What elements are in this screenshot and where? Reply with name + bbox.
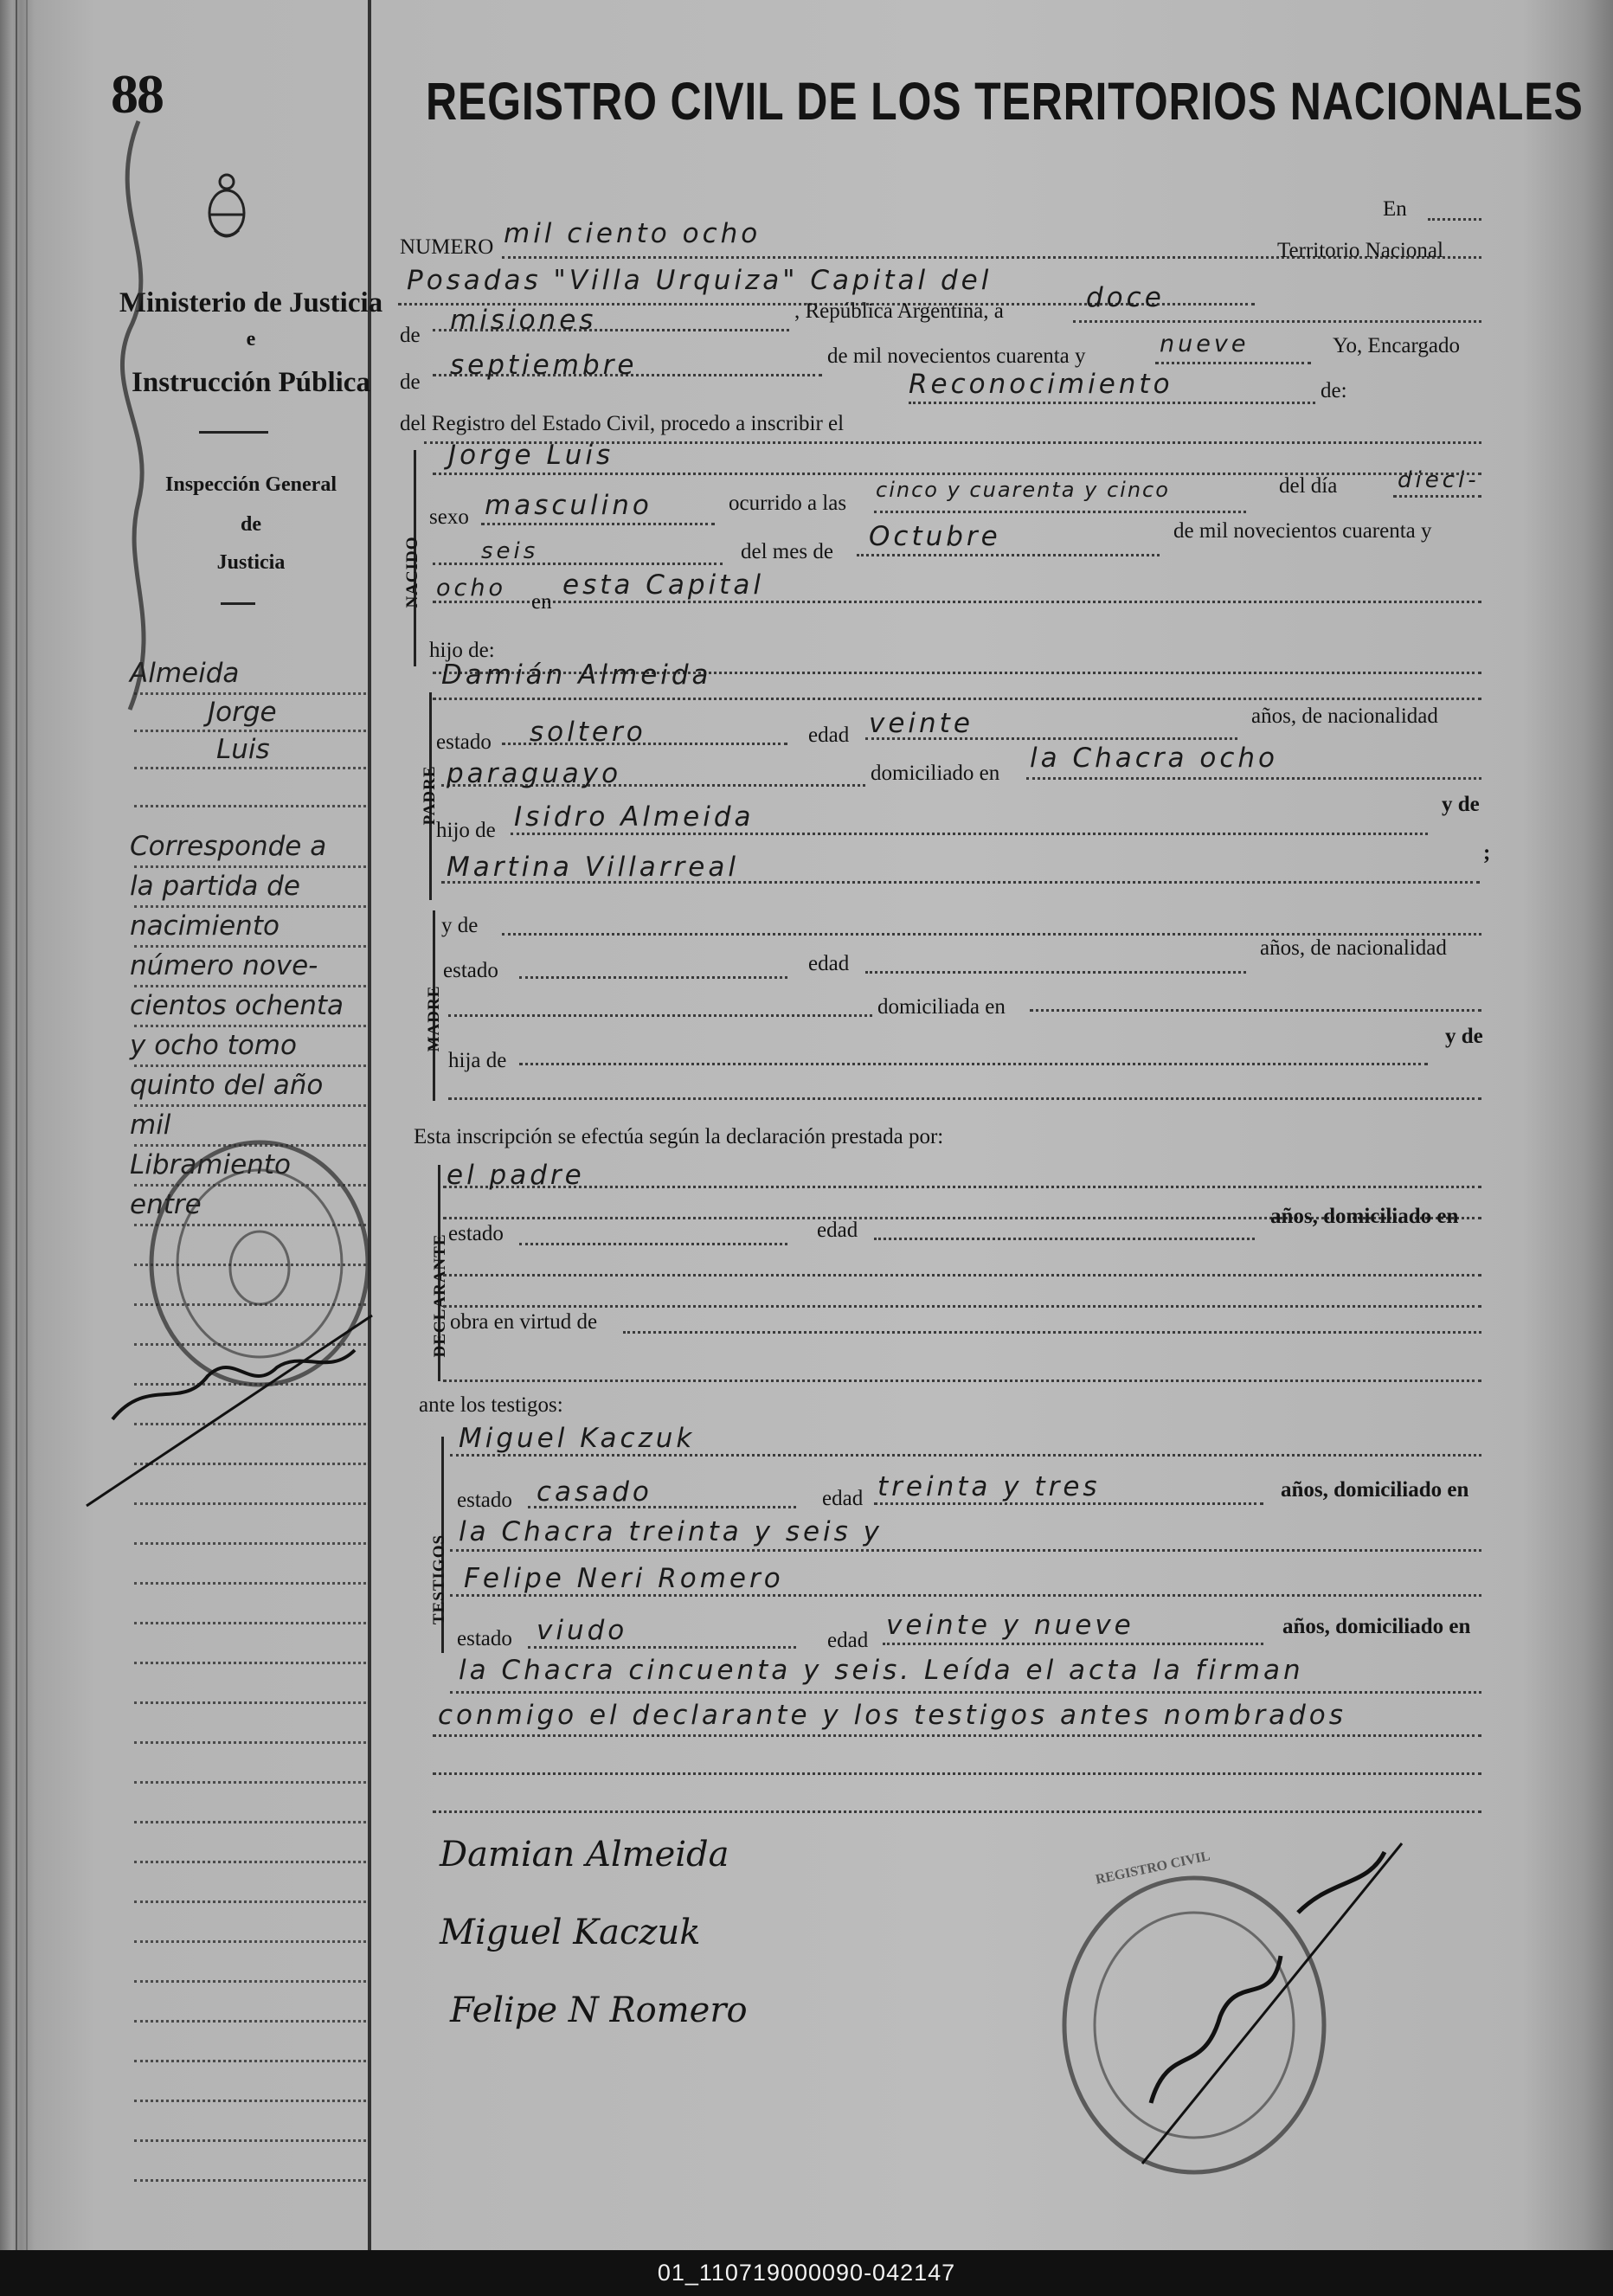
dotted-line bbox=[448, 1014, 872, 1017]
padre-y-de-label: y de bbox=[1442, 793, 1480, 816]
margin-note-line: nacimiento bbox=[130, 910, 280, 942]
del-dia-label: del día bbox=[1279, 474, 1338, 498]
year-label: de mil novecientos cuarenta y bbox=[827, 344, 1086, 368]
closing-text: conmigo el declarante y los testigos antes nombrados bbox=[438, 1700, 1346, 1731]
dotted-line bbox=[519, 1063, 1428, 1065]
dotted-line bbox=[511, 833, 1428, 835]
testigo2-anos-label: años, domiciliado en bbox=[1282, 1615, 1471, 1638]
ministry-line1: Ministerio de Justicia bbox=[119, 287, 383, 318]
dotted-line bbox=[909, 402, 1315, 404]
madre-hija-label: hija de bbox=[448, 1049, 507, 1072]
dotted-line bbox=[623, 1331, 1481, 1334]
testigo2-estado-label: estado bbox=[457, 1627, 512, 1650]
anio-label: de mil novecientos cuarenta y bbox=[1173, 519, 1432, 543]
margin-note-line: cientos ochenta bbox=[130, 990, 344, 1021]
dotted-line bbox=[443, 1186, 1481, 1188]
inspection-line3: Justicia bbox=[216, 551, 286, 574]
abuelo-value: Isidro Almeida bbox=[514, 801, 755, 833]
declarante-value: el padre bbox=[447, 1160, 585, 1191]
nacido-name: Jorge Luis bbox=[448, 440, 614, 471]
madre-anos-label: años, de nacionalidad bbox=[1260, 936, 1447, 960]
madre-section-label: MADRE bbox=[425, 985, 443, 1052]
registro-label: del Registro del Estado Civil, procedo a inscribir el bbox=[400, 412, 845, 435]
page-edge-line bbox=[16, 0, 17, 2250]
dotted-line bbox=[433, 1772, 1481, 1775]
dotted-line bbox=[481, 523, 715, 525]
dotted-line bbox=[433, 563, 723, 565]
dotted-line bbox=[1073, 320, 1481, 323]
testigo1-edad-label: edad bbox=[822, 1487, 864, 1510]
sexo-value: masculino bbox=[485, 490, 652, 521]
margin-note-line: mil bbox=[130, 1109, 171, 1141]
padre-estado-label: estado bbox=[436, 730, 492, 754]
declarante-edad-label: edad bbox=[817, 1219, 858, 1242]
madre-estado-label: estado bbox=[443, 959, 498, 982]
dotted-line bbox=[1393, 495, 1481, 498]
nacido-section-label: NACIDO bbox=[403, 536, 421, 608]
testigo1-name: Miguel Kaczuk bbox=[459, 1423, 696, 1454]
dotted-line bbox=[433, 698, 1481, 700]
padre-hijo-label: hijo de bbox=[436, 819, 496, 842]
margin-note-line: Corresponde a bbox=[130, 831, 327, 862]
dotted-line bbox=[1026, 777, 1481, 780]
day-value: doce bbox=[1086, 282, 1165, 313]
dotted-line bbox=[502, 933, 1481, 936]
padre-edad-value: veinte bbox=[869, 708, 974, 739]
testigo1-estado: casado bbox=[537, 1476, 652, 1508]
testigo2-name: Felipe Neri Romero bbox=[464, 1563, 784, 1594]
page-edge-line bbox=[26, 0, 28, 2250]
testigo1-edad: treinta y tres bbox=[877, 1471, 1101, 1502]
testigo2-edad: veinte y nueve bbox=[886, 1610, 1134, 1641]
dotted-line bbox=[433, 1734, 1481, 1737]
dia-value: dieci- bbox=[1398, 467, 1480, 493]
dotted-line bbox=[857, 554, 1160, 556]
dotted-line bbox=[443, 1305, 1481, 1308]
padre-name: Damián Almeida bbox=[441, 659, 712, 691]
page-number: 88 bbox=[111, 63, 163, 125]
coat-of-arms-icon bbox=[206, 170, 247, 248]
margin-signature-icon bbox=[78, 1246, 389, 1523]
margin-note-line: número nove- bbox=[130, 950, 318, 981]
en-label-nacido: en bbox=[531, 590, 552, 614]
dotted-line bbox=[450, 1454, 1481, 1457]
signature-testigo1: Miguel Kaczuk bbox=[440, 1913, 701, 1952]
signature-testigo2: Felipe N Romero bbox=[450, 1991, 748, 2030]
testigos-section-label: TESTIGOS bbox=[430, 1534, 448, 1625]
testigo1-estado-label: estado bbox=[457, 1489, 512, 1512]
testigo2-edad-label: edad bbox=[827, 1629, 869, 1652]
dotted-line bbox=[450, 1594, 1481, 1597]
numero-value: mil ciento ocho bbox=[504, 218, 762, 249]
madre-domicilio-label: domiciliada en bbox=[877, 995, 1006, 1019]
madre-edad-label: edad bbox=[808, 952, 850, 975]
divider bbox=[221, 602, 255, 605]
dotted-line bbox=[450, 1691, 1481, 1694]
declarante-anos-label: años, domiciliado en bbox=[1270, 1205, 1459, 1228]
margin-note-line: quinto del año bbox=[130, 1070, 324, 1101]
de2-label: de: bbox=[1321, 379, 1347, 402]
mes-label: del mes de bbox=[741, 540, 833, 563]
padre-domicilio-label: domiciliado en bbox=[871, 762, 1000, 785]
territorio-value: misiones bbox=[450, 305, 597, 336]
margin-note-line: y ocho tomo bbox=[130, 1030, 297, 1061]
testigo1-domicilio: la Chacra treinta y seis y bbox=[459, 1516, 884, 1547]
dotted-line bbox=[448, 1097, 1481, 1100]
dotted-line bbox=[874, 1238, 1255, 1240]
dotted-line bbox=[1155, 362, 1311, 364]
dotted-line bbox=[874, 1502, 1263, 1505]
divider bbox=[199, 431, 268, 434]
encargado-label: Yo, Encargado bbox=[1333, 334, 1460, 357]
padre-section-label: PADRE bbox=[421, 765, 439, 826]
declarante-estado-label: estado bbox=[448, 1222, 504, 1245]
margin-note-line: Libramiento bbox=[130, 1149, 291, 1180]
mes-value: Octubre bbox=[869, 521, 1001, 552]
obra-label: obra en virtud de bbox=[450, 1310, 598, 1334]
dotted-line bbox=[450, 1549, 1481, 1552]
signature-declarante: Damian Almeida bbox=[440, 1835, 729, 1875]
seis-value: seis bbox=[481, 538, 539, 564]
dotted-line bbox=[865, 971, 1246, 974]
registry-stamp-icon bbox=[1021, 1817, 1471, 2198]
declarante-section-label: DECLARANTE bbox=[431, 1233, 449, 1358]
inspection-line1: Inspección General bbox=[165, 473, 337, 496]
dotted-line bbox=[528, 1646, 796, 1649]
abuela-value: Martina Villarreal bbox=[447, 852, 739, 883]
lugar-value: esta Capital bbox=[562, 569, 764, 601]
testigo2-estado: viudo bbox=[537, 1615, 628, 1646]
margin-surname: Almeida bbox=[130, 658, 240, 689]
de-label: de bbox=[400, 324, 421, 347]
act-value: Reconocimiento bbox=[909, 369, 1173, 400]
inspection-line2: de bbox=[241, 513, 261, 536]
registry-title: REGISTRO CIVIL DE LOS TERRITORIOS NACIONALES bbox=[426, 72, 1584, 131]
padre-nacionalidad: paraguayo bbox=[447, 758, 622, 789]
dotted-line bbox=[1428, 218, 1481, 221]
declaracion-label: Esta inscripción se efectúa según la declaración prestada por: bbox=[414, 1125, 944, 1148]
en-label: En bbox=[1383, 197, 1407, 221]
testigo2-domicilio: la Chacra cincuenta y seis. Leída el acta la firman bbox=[459, 1655, 1304, 1686]
padre-estado-value: soltero bbox=[530, 717, 646, 748]
place-value: Posadas "Villa Urquiza" Capital del bbox=[407, 265, 993, 296]
de-label-2: de bbox=[400, 370, 421, 394]
dotted-line bbox=[519, 1243, 787, 1245]
dotted-line bbox=[519, 976, 787, 979]
padre-anos-label: años, de nacionalidad bbox=[1251, 704, 1438, 728]
ministry-line3: Instrucción Pública bbox=[132, 367, 370, 398]
testigos-label: ante los testigos: bbox=[419, 1393, 563, 1417]
sexo-label: sexo bbox=[429, 505, 469, 529]
dotted-line bbox=[433, 1810, 1481, 1813]
stamp-text: REGISTRO CIVIL bbox=[1094, 1849, 1211, 1888]
padre-edad-label: edad bbox=[808, 724, 850, 747]
dotted-line bbox=[443, 1380, 1481, 1382]
madre-y-de-label: y de bbox=[1445, 1025, 1483, 1048]
testigo1-anos-label: años, domiciliado en bbox=[1281, 1478, 1469, 1502]
margin-given-name-2: Luis bbox=[216, 734, 270, 765]
ocho-value: ocho bbox=[436, 575, 506, 601]
numero-label: NUMERO bbox=[400, 235, 494, 259]
hijo-label: hijo de: bbox=[429, 639, 495, 662]
margin-note-line: la partida de bbox=[130, 871, 300, 902]
hora-value: cinco y cuarenta y cinco bbox=[876, 478, 1170, 502]
dotted-line bbox=[883, 1643, 1263, 1645]
ocurrido-label: ocurrido a las bbox=[729, 492, 847, 515]
year-value: nueve bbox=[1160, 331, 1250, 357]
margin-given-name: Jorge bbox=[208, 697, 277, 728]
madre-y-de: y de bbox=[441, 914, 479, 937]
margin-vertical-signature-icon bbox=[87, 104, 190, 727]
padre-domicilio-value: la Chacra ocho bbox=[1030, 743, 1279, 774]
dotted-line bbox=[433, 601, 1481, 603]
image-id-footer: 01_110719000090-042147 bbox=[0, 2250, 1613, 2296]
ministry-line2: e bbox=[246, 328, 256, 351]
margin-note-line: entre bbox=[130, 1189, 202, 1220]
republica-label: , República Argentina, a bbox=[794, 299, 1004, 323]
dotted-line bbox=[874, 511, 1246, 513]
dotted-line bbox=[443, 1274, 1481, 1277]
month-value: septiembre bbox=[450, 350, 638, 381]
padre-semicolon: ; bbox=[1483, 841, 1491, 865]
territorio-label: Territorio Nacional bbox=[1277, 239, 1443, 262]
dotted-line bbox=[1030, 1009, 1481, 1012]
